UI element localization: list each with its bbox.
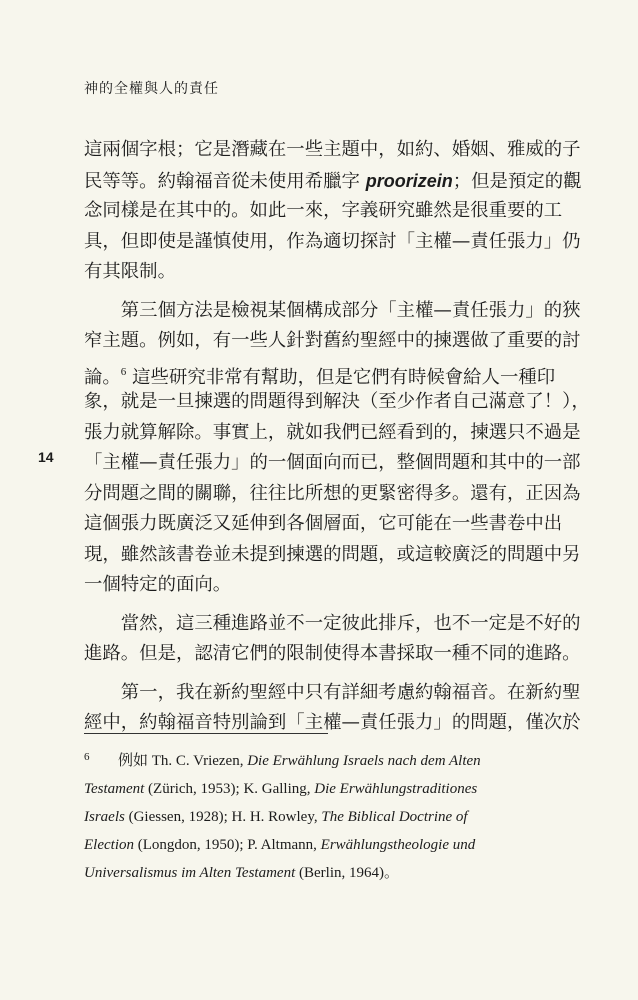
body-line: 這兩個字根；它是潛藏在一些主題中，如約、婚姻、雅威的子 <box>84 139 581 160</box>
footnote-line <box>84 747 608 775</box>
book-title: Testament <box>84 781 145 797</box>
book-title: Election <box>84 837 134 853</box>
body-line: 一個特定的面向。 <box>84 574 232 595</box>
body-text <box>84 135 614 739</box>
footnote-line <box>84 803 608 831</box>
footnote-line <box>84 859 608 887</box>
footnote-text: 例如 Th. C. Vriezen, <box>118 753 248 769</box>
book-title: The Biblical Doctrine of <box>321 809 468 825</box>
footnote-text: (Giessen, 1928); H. H. Rowley, <box>124 809 322 825</box>
footnote-divider <box>84 733 328 734</box>
book-title: Universalismus im Alten Testament <box>84 865 296 881</box>
body-line: 經中，約翰福音特別論到「主權—責任張力」的問題，僅次於 <box>84 712 581 733</box>
body-line: 第一，我在新約聖經中只有詳細考慮約翰福音。在新約聖 <box>84 681 581 703</box>
body-line: 分問題之間的關聯，往往比所想的更緊密得多。還有，正因為 <box>84 482 581 504</box>
body-line: 「主權—責任張力」的一個面向而已，整個問題和其中的一部 <box>84 452 581 473</box>
body-line: 象，就是一旦揀選的問題得到解決（至少作者自己滿意了！）， <box>84 391 590 412</box>
body-line: 第三個方法是檢視某個構成部分「主權—責任張力」的狹 <box>84 299 581 321</box>
line-text: ；但是預定的觀 <box>452 170 582 192</box>
body-line: 進路。但是，認清它們的限制使得本書採取一種不同的進路。 <box>84 643 581 664</box>
body-line: 張力就算解除。事實上，就如我們已經看到的，揀選只不過是 <box>84 421 581 443</box>
running-head: 神的全權與人的責任 <box>84 81 219 97</box>
book-title: Die Erwählungstraditiones <box>314 781 478 797</box>
book-title: Erwählungstheologie und <box>320 837 476 853</box>
footnote-line <box>84 775 608 803</box>
body-line <box>84 357 614 388</box>
body-line: 現，雖然該書卷並未提到揀選的問題，或這較廣泛的問題中另 <box>84 543 581 565</box>
footnote-text: (Zürich, 1953); K. Galling, <box>144 781 315 797</box>
body-line: 有其限制。 <box>84 261 176 282</box>
book-title: Israels <box>84 809 125 825</box>
line-text: 民等等。約翰福音從未使用希臘字 <box>84 170 366 192</box>
footnote-ref: 6 <box>120 365 127 378</box>
body-line: 這個張力既廣泛又延伸到各個層面，它可能在一些書卷中出 <box>84 513 563 534</box>
body-line: 念同樣是在其中的。如此一來，字義研究雖然是很重要的工 <box>84 200 563 221</box>
line-text: 這些研究非常有幫助，但是它們有時候會給人一種印 <box>126 366 556 388</box>
body-line <box>84 166 614 197</box>
footnote-mark: 6 <box>84 751 90 763</box>
body-line: 窄主題。例如，有一些人針對舊約聖經中的揀選做了重要的討 <box>84 330 581 351</box>
body-line: 具，但即使是謹慎使用，作為適切探討「主權—責任張力」仍 <box>84 230 581 252</box>
footnote <box>84 747 608 887</box>
footnote-text: (Berlin, 1964)。 <box>295 865 399 881</box>
footnote-line <box>84 831 608 859</box>
body-line: 當然，這三種進路並不一定彼此排斥，也不一定是不好的 <box>84 612 581 634</box>
greek-term: proorizein <box>365 170 453 191</box>
footnote-text: (Longdon, 1950); P. Altmann, <box>133 837 321 853</box>
line-text: 論。 <box>84 366 121 388</box>
book-title: Die Erwählung Israels nach dem Alten <box>247 753 481 769</box>
page-number: 14 <box>38 449 54 465</box>
